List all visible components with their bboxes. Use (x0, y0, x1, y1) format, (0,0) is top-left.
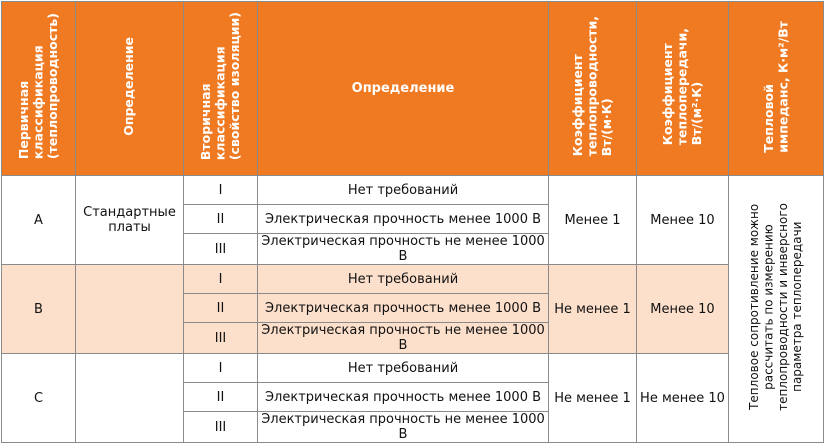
definition-cell-a: Стандартные платы (76, 176, 184, 265)
transfer-cell-c: Не менее 10 (637, 354, 729, 443)
secondary-cell: II (184, 383, 258, 412)
impedance-note-cell: Тепловое сопротивление можно рассчитать по измерению теплопроводности и инверсного параметра теплопередачи (729, 176, 824, 443)
secondary-cell: III (184, 234, 258, 265)
class-cell-b: B (2, 265, 76, 354)
header-heat-transfer: Коэффициент теплопередачи, Вт/(м²·К) (637, 2, 729, 176)
table-row (2, 265, 824, 294)
header-definition-2: Определение (258, 2, 549, 176)
requirement-cell: Электрическая прочность менее 1000 В (258, 383, 549, 412)
header-secondary-classification: Вторичная классификация (свойство изоляции) (184, 2, 258, 176)
requirement-cell: Нет требований (258, 265, 549, 294)
requirement-cell: Электрическая прочность не менее 1000 В (258, 412, 549, 443)
secondary-cell: I (184, 265, 258, 294)
requirement-cell: Нет требований (258, 354, 549, 383)
definition-cell-c (76, 354, 184, 443)
header-thermal-impedance: Тепловой импеданс, К·м²/Вт (729, 2, 824, 176)
transfer-cell-b: Менее 10 (637, 265, 729, 354)
secondary-cell: II (184, 294, 258, 323)
conductivity-cell-c: Не менее 1 (549, 354, 637, 443)
requirement-cell: Электрическая прочность менее 1000 В (258, 205, 549, 234)
requirement-cell: Электрическая прочность менее 1000 В (258, 294, 549, 323)
classification-table (1, 1, 824, 443)
requirement-cell: Электрическая прочность не менее 1000 В (258, 323, 549, 354)
conductivity-cell-a: Менее 1 (549, 176, 637, 265)
definition-cell-b (76, 265, 184, 354)
header-row (2, 2, 824, 176)
secondary-cell: I (184, 354, 258, 383)
table-row (2, 176, 824, 205)
secondary-cell: III (184, 323, 258, 354)
requirement-cell: Электрическая прочность не менее 1000 В (258, 234, 549, 265)
requirement-cell: Нет требований (258, 176, 549, 205)
conductivity-cell-b: Не менее 1 (549, 265, 637, 354)
header-thermal-conductivity: Коэффициент теплопроводности, Вт/(м·К) (549, 2, 637, 176)
class-cell-a: A (2, 176, 76, 265)
table-row (2, 354, 824, 383)
class-cell-c: C (2, 354, 76, 443)
secondary-cell: I (184, 176, 258, 205)
secondary-cell: III (184, 412, 258, 443)
header-definition-1: Определение (76, 2, 184, 176)
transfer-cell-a: Менее 10 (637, 176, 729, 265)
secondary-cell: II (184, 205, 258, 234)
header-primary-classification: Первичная классификация (теплопроводность) (2, 2, 76, 176)
